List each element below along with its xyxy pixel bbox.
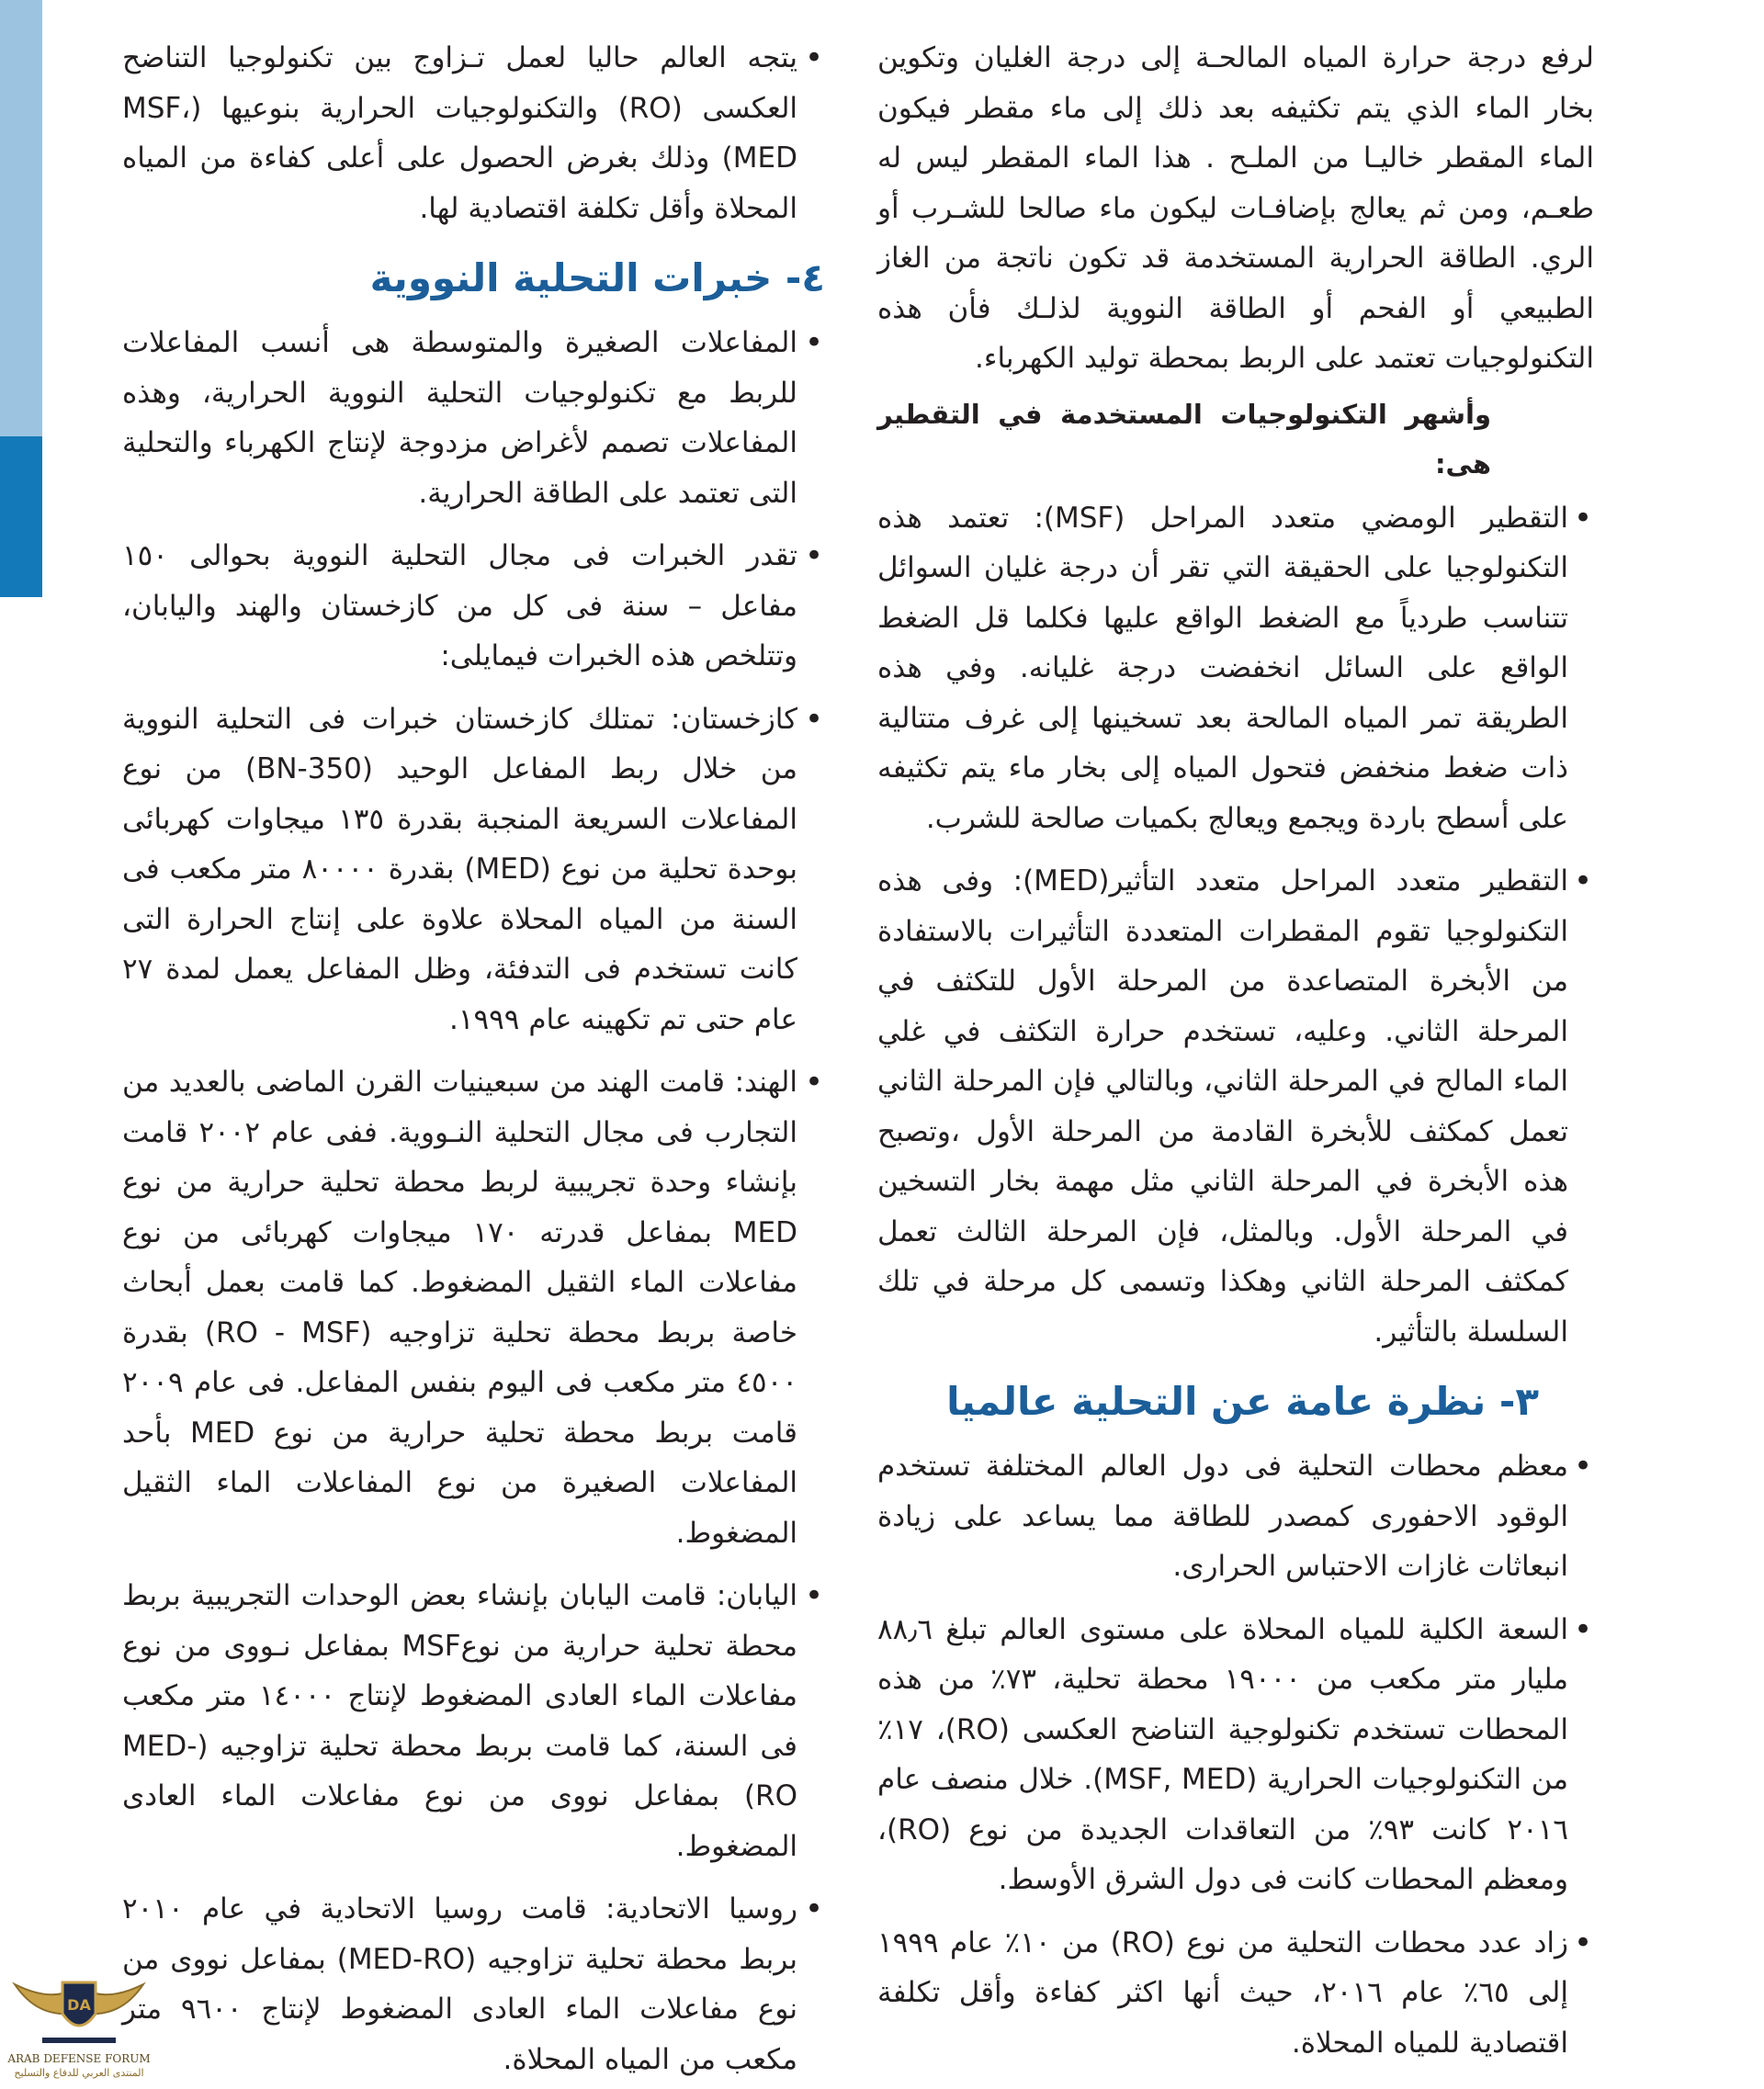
bullet-global-capacity: • السعة الكلية للمياه المحلاة على مستوى العالم تبلغ ٨٨٫٦ مليار متر مكعب من ١٩٠٠٠ محطة تحلية، ٧٣٪ من هذه المحطات تستخدم تكنولوجية التناضح العكسى (RO)، ١٧٪ من التكنولوجيات الحرارية (MSF, MED). خلال منصف عام ٢٠١٦ كانت ٩٣٪ من التعاقدات الجديدة من نوع (RO)، ومعظم المحطات كانت فى دول الشرق الأوسط. (877, 1605, 1568, 1905)
bullet-india: • الهند: قامت الهند من سبعينيات القرن الماضى بالعديد من التجارب فى مجال التحلية النـووية. ففى عام ٢٠٠٢ قامت بإنشاء وحدة تجريبية لربط محطة تحلية حرارية من نوع MED بمفاعل قدرته ١٧٠ ميجاوات كهربائى من نوع مفاعلات الماء الثقيل المضغوط. كما قامت بعمل أبحاث خاصة بربط محطة تحلية تزاوجيه (RO - MSF) بقدرة ٤٥٠٠ متر مكعب فى اليوم بنفس المفاعل. فى عام ٢٠٠٩ قامت بربط محطة تحلية حرارية من نوع MED بأحد المفاعلات الصغيرة من نوع المفاعلات الماء الثقيل المضغوط. (122, 1057, 797, 1558)
intro-paragraph: لرفع درجة حرارة المياه المالحـة إلى درجة الغليان وتكوين بخار الماء الذي يتم تكثيفه بعد ذلك إلى ماء مقطر فيكون الماء المقطر خاليـا من الملـح . هذا الماء المقطر ليس له طعـم، ومن ثم يعالج بإضافـات ليكون ماء صالحا للشـرب أو الري. الطاقة الحرارية المستخدمة قد تكون ناتجة من الغاز الطبيعي أو الفحم أو الطاقة النووية لذلـك فأن هذه التكنولوجيات تعتمد على الربط بمحطة توليد الكهرباء. (877, 41, 1594, 375)
technologies-subheading: وأشهر التكنولوجيات المستخدمة في التقطير هى: (877, 398, 1491, 480)
svg-text:DA: DA (67, 1996, 91, 2014)
bullet-med: • التقطير متعدد المراحل متعدد التأثير(MED): وفى هذه التكنولوجيا تقوم المقطرات المتعددة التأثيرات بالاستفادة من الأبخرة المتصاعدة من المرحلة الأول للتكثف في المرحلة الثاني. وعليه، تستخدم حرارة التكثف في غلي الماء المالح في المرحلة الثاني، وبالتالي فإن المرحلة الثاني تعمل كمكثف للأبخرة القادمة من المرحلة الأول ،وتصبح هذه الأبخرة في المرحلة الثاني مثل مهمة بخار التسخين في المرحلة الأول. وبالمثل، فإن المرحلة الثالث تعمل كمكثف المرحلة الثاني وهكذا وتسمى كل مرحلة في تلك السلسلة بالتأثير. (877, 856, 1568, 1357)
bullet-fossil-fuel: • معظم محطات التحلية فى دول العالم المختلفة تستخدم الوقود الاحفورى كمصدر للطاقة مما يساعد على زيادة انبعاثات غازات الاحتباس الحرارى. (877, 1441, 1568, 1592)
logo-title: ARAB DEFENSE FORUM (7, 2052, 151, 2065)
section-3-heading: ٣- نظرة عامة عن التحلية عالميا (946, 1379, 1539, 1424)
bullet-msf: • التقطير الومضي متعدد المراحل (MSF): تعتمد هذه التكنولوجيا على الحقيقة التي تقر أن درجة غليان السوائل تتناسب طردياً مع الضغط الواقع عليها فكلما قل الضغط الواقع على السائل انخفضت درجة غليانه. وفي هذه الطريقة تمر المياه المالحة بعد تسخينها إلى غرف متتالية ذات ضغط منخفض فتحول المياه إلى بخار ماء يتم تكثيفه على أسطح باردة ويجمع ويعالج بكميات صالحة للشرب. (877, 493, 1568, 844)
arab-defense-forum-logo (6, 1957, 153, 2085)
section-4-heading: ٤- خبرات التحلية النووية (369, 255, 825, 300)
logo-subtitle: المنتدى العربي للدفاع والتسليح (14, 2067, 144, 2079)
bullet-hybrid-trend: • يتجه العالم حاليا لعمل تـزاوج بين تكنولوجيا التناضح العكسى (RO) والتكنولوجيات الحرارية بنوعيها (MSF، MED) وذلك بغرض الحصول على أعلى كفاءة من المياه المحلاة وأقل تكلفة اقتصادية لها. (122, 33, 797, 233)
bullet-experience: • تقدر الخبرات فى مجال التحلية النووية بحوالى ١٥٠ مفاعل – سنة فى كل من كازخستان والهند واليابان، وتتلخص هذه الخبرات فيمايلى: (122, 531, 797, 682)
bullet-russia: • روسيا الاتحادية: قامت روسيا الاتحادية في عام ٢٠١٠ بربط محطة تحلية تزاوجيه (MED-RO) بمفاعل نووى من نوع مفاعلات الماء العادى المضغوط لإنتاج ٩٦٠٠ متر مكعب من المياه المحلاة. (122, 1884, 797, 2084)
bullet-ro-growth: • زاد عدد محطات التحلية من نوع (RO) من ١٠٪ عام ١٩٩٩ إلى ٦٥٪ عام ٢٠١٦، حيث أنها اكثر كفاءة وأقل تكلفة اقتصادية للمياه المحلاة. (877, 1918, 1568, 2069)
left-column (122, 33, 825, 2089)
bullet-kazakhstan: • كازخستان: تمتلك كازخستان خبرات فى التحلية النووية من خلال ربط المفاعل الوحيد (BN-350) من نوع المفاعلات السريعة المنجبة بقدرة ١٣٥ ميجاوات كهربائى بوحدة تحلية من نوع (MED) بقدرة ٨٠٠٠٠ متر مكعب فى السنة من المياه المحلاة علاوة على إنتاج الحرارة التى كانت تستخدم فى التدفئة، وظل المفاعل يعمل لمدة ٢٧ عام حتى تم تكهينه عام ١٩٩٩. (122, 694, 797, 1045)
side-bar-dark (0, 436, 42, 597)
right-column (877, 33, 1594, 2081)
bullet-japan: • اليابان: قامت اليابان بإنشاء بعض الوحدات التجريبية بربط محطة تحلية حرارية من نوعMSF بمفاعل نـووى من نوع مفاعلات الماء العادى المضغوط لإنتاج ١٤٠٠٠ متر مكعب فى السنة، كما قامت بربط محطة تحلية تزاوجيه (MED-RO) بمفاعل نووى من نوع مفاعلات الماء العادى المضغوط. (122, 1571, 797, 1871)
bullet-small-reactors: • المفاعلات الصغيرة والمتوسطة هى أنسب المفاعلات للربط مع تكنولوجيات التحلية النووية الحرارية، وهذه المفاعلات تصمم لأغراض مزدوجة لإنتاج الكهرباء والتحلية التى تعتمد على الطاقة الحرارية. (122, 318, 797, 518)
side-bar-light (0, 0, 42, 436)
eagle-shield-icon (6, 1957, 153, 2052)
